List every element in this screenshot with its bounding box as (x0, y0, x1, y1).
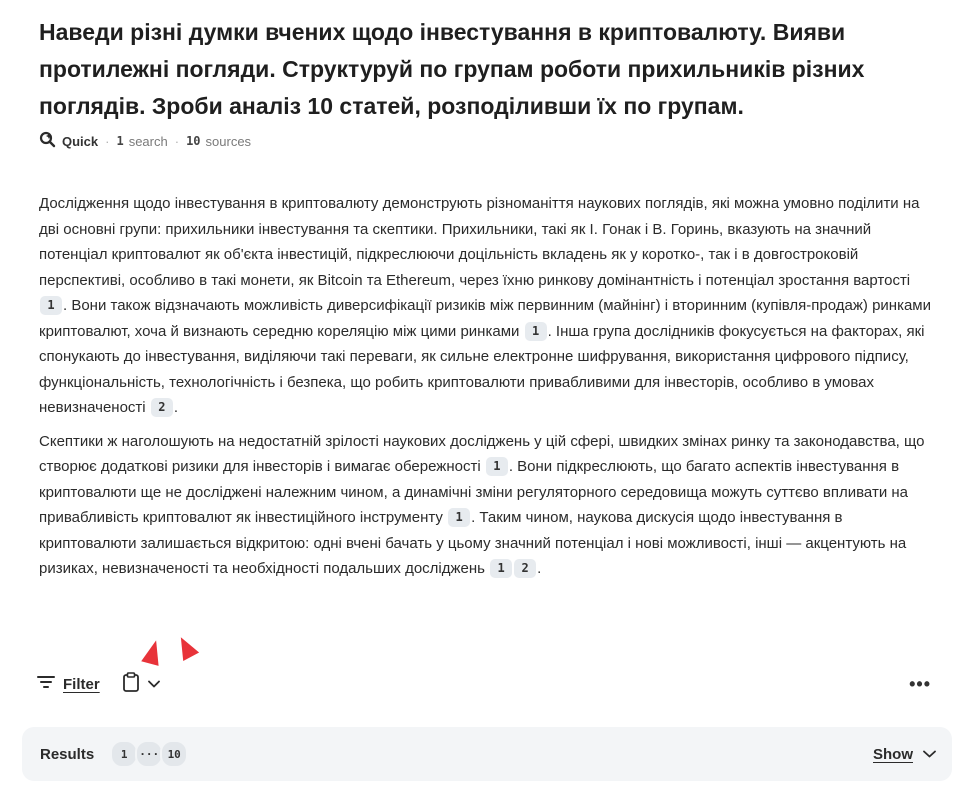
answer-paragraph-2 (39, 429, 934, 582)
meta-separator: · (105, 133, 110, 149)
filter-label: Filter (63, 675, 100, 693)
search-count: 1 (116, 134, 124, 148)
citation-badge[interactable]: 1 (525, 322, 547, 341)
show-results-button[interactable] (873, 745, 936, 763)
answer-paragraph-1 (39, 191, 934, 421)
citation-badge[interactable]: 1 (448, 508, 470, 527)
answer-text: . Таким чином, наукова дискусія щодо інвестування в криптовалюти залишається відкритою: одні вчені бачать у цьому значний потенціал і нові можливості, інші — акцентують на ризиках, невизначеності та необхідності подальших досліджень (39, 509, 907, 577)
question-title: Наведи різні думки вчених щодо інвестування в криптовалюту. Вияви протилежні погляди. Структуруй по групам роботи прихильників різних поглядів. Зроби аналіз 10 статей, розподіливши їх по групам. (39, 19, 865, 119)
source-pill[interactable]: 1 (110, 740, 138, 768)
citation-badge[interactable]: 1 (486, 457, 508, 476)
source-pill-ellipsis: ··· (135, 740, 163, 768)
copy-dropdown-button[interactable] (122, 672, 160, 697)
search-label: search (128, 133, 168, 149)
clipboard-icon (122, 672, 140, 697)
citation-badge[interactable]: 2 (151, 398, 173, 417)
chevron-down-icon (923, 745, 936, 763)
filter-button[interactable] (37, 675, 100, 694)
citation-badge[interactable]: 2 (514, 559, 536, 578)
results-title: Results (40, 745, 95, 763)
answer-text: . Інша група дослідників фокусується на факторах, які спонукають до інвестування, виділяючи такі переваги, як сильне електронне шифрування, використання цифрового підпису, функціональність, технологічність і безпека, що робить криптовалюти привабливими для інвесторів, особливо в умовах невизначеності (39, 322, 925, 416)
answer-text: Дослідження щодо інвестування в криптовалюту демонструють різноманіття наукових поглядів, які можна умовно поділити на дві основні групи: прихильники інвестування та скептики. Прихильники, такі як І. Гонак і В. Горинь, вказують на значний потенціал криптовалют як об'єкта інвестицій, підкреслюючи доцільність вкладень як у коротко-, так і в довгостроковій перспективі, особливо в такі монети, як Bitcoin та Ethereum, через їхню ринкову домінантність і потенціал зростання вартості (39, 195, 920, 289)
source-pill[interactable]: 10 (160, 740, 188, 768)
answer-text: . (173, 399, 178, 416)
mode-label: Quick (62, 133, 99, 149)
show-label: Show (873, 745, 913, 763)
answer-text: . (537, 560, 542, 577)
citation-badge[interactable]: 1 (40, 296, 62, 315)
answer-body (39, 191, 934, 590)
filter-icon (37, 675, 55, 694)
answer-text: . Вони також відзначають можливість диверсифікації ризиків між первинним (майнінг) і вторинним (купівля-продаж) ринками криптовалют, хоча й визнають середню кореляцію між цими ринками (39, 297, 931, 340)
answer-text: . Вони підкреслюють, що багато аспектів інвестування в криптовалюти ще не досліджені належним чином, а динамічні зміни регуляторного середовища можуть суттєво впливати на привабливість криптовалют як інвестиційного інструменту (39, 458, 908, 526)
results-panel[interactable] (22, 727, 952, 781)
answer-meta (39, 131, 251, 151)
sources-count: 10 (186, 134, 201, 148)
red-arrow-annotation (173, 633, 199, 661)
red-arrow-annotation (141, 638, 165, 666)
meta-separator: · (174, 133, 180, 149)
answer-toolbar (37, 671, 931, 697)
quick-search-icon (39, 131, 56, 151)
citation-badge[interactable]: 1 (490, 559, 512, 578)
more-options-button[interactable]: ••• (909, 673, 931, 694)
chevron-down-icon (148, 675, 160, 693)
sources-label: sources (205, 133, 252, 149)
results-source-pills (110, 740, 185, 768)
answer-text: Скептики ж наголошують на недостатній зрілості наукових досліджень у цій сфері, швидких змінах ринку та законодавства, що створює додаткові ризики для інвесторів і вимагає обережності (39, 432, 925, 475)
